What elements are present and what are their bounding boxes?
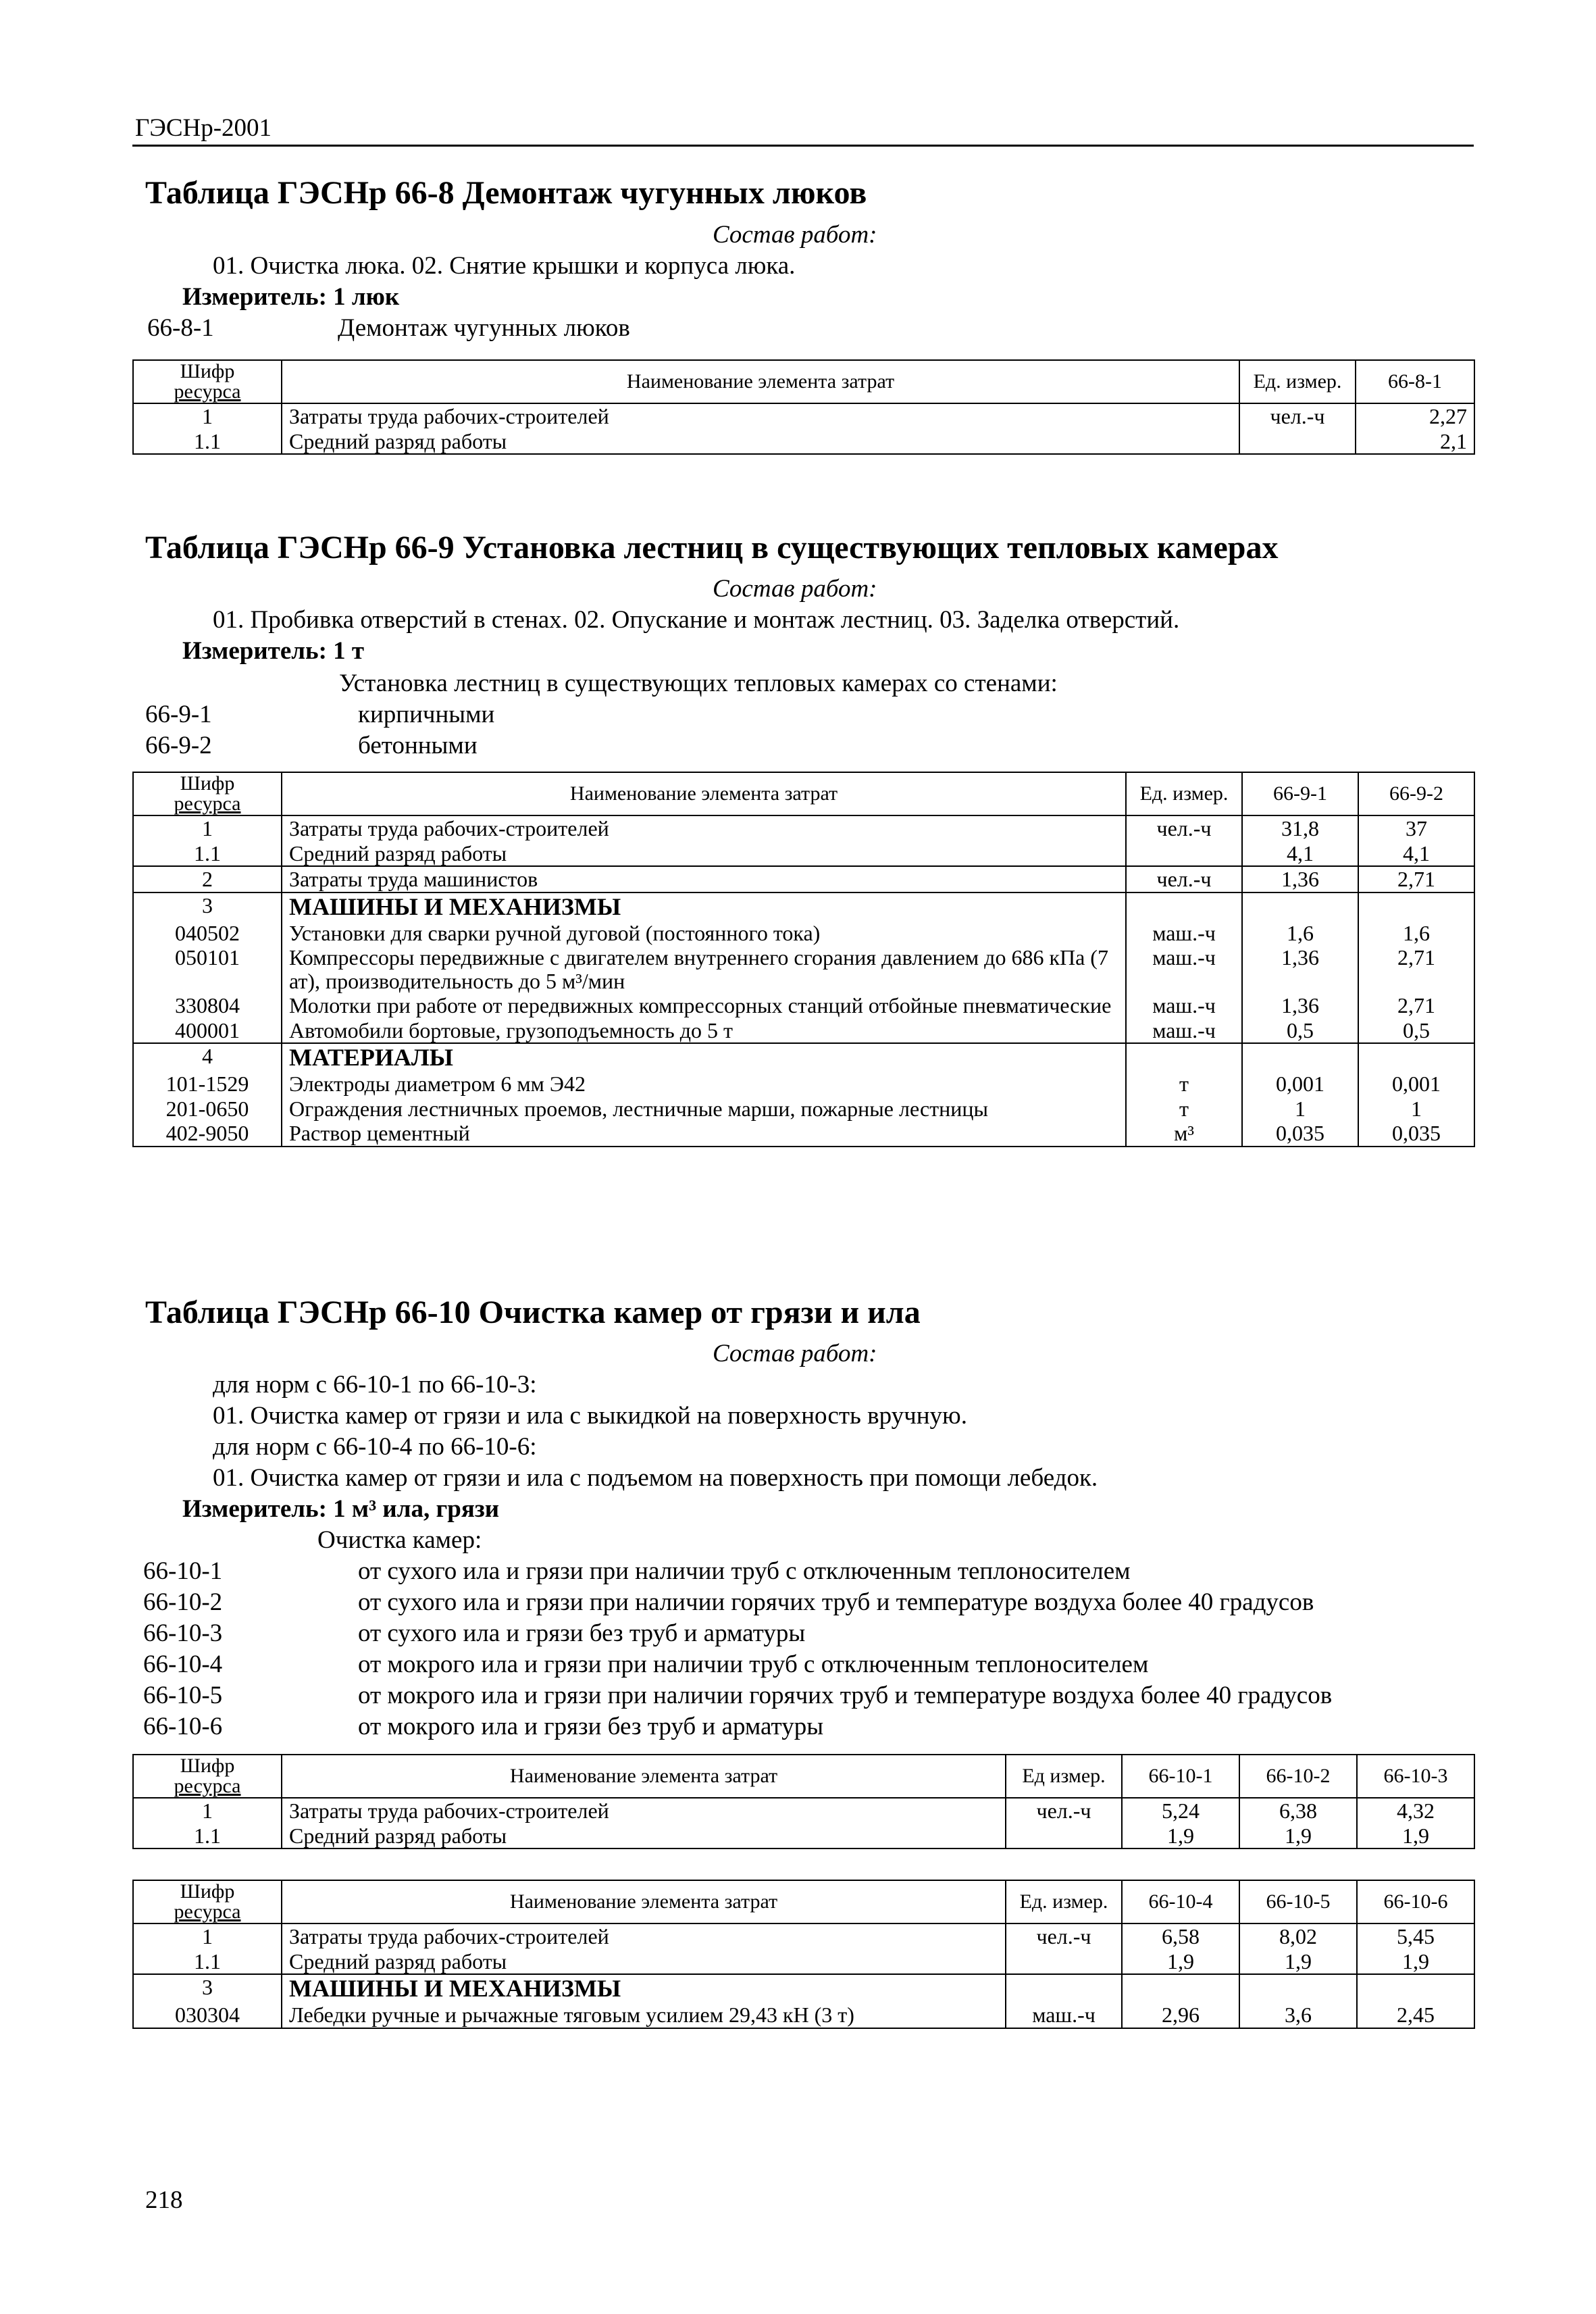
cell-name: Средний разряд работы — [282, 1949, 1006, 1975]
cell-value: 2,96 — [1122, 2003, 1239, 2028]
t9-norm-code: 66-9-2 — [145, 732, 212, 759]
cell-value: 1 — [1358, 1097, 1474, 1122]
table-row — [133, 1949, 1474, 1975]
cell-value: 2,71 — [1358, 945, 1474, 993]
table-row — [133, 921, 1474, 946]
cell-value: 4,32 — [1357, 1798, 1474, 1823]
col-header-unit: Ед. измер. — [1006, 1880, 1122, 1923]
col-header-code: Шифр ресурса — [133, 360, 282, 403]
t8-work-list: 01. Очистка люка. 02. Снятие крышки и корпуса люка. — [213, 252, 796, 280]
table-row — [133, 866, 1474, 892]
cell-value: 1 — [1242, 1097, 1358, 1122]
cell-name: Ограждения лестничных проемов, лестничные марши, пожарные лестницы — [282, 1097, 1126, 1122]
header-rule — [132, 145, 1474, 147]
cell-name: Затраты труда рабочих-строителей — [282, 1923, 1006, 1949]
table-66-8-title: Таблица ГЭСНр 66-8 Демонтаж чугунных люков — [145, 175, 867, 211]
cell-name: Раствор цементный — [282, 1121, 1126, 1147]
cell-value: 0,001 — [1358, 1072, 1474, 1097]
cell-name: Лебедки ручные и рычажные тяговым усилием 29,43 кН (3 т) — [282, 2003, 1006, 2028]
cell-name: Средний разряд работы — [282, 1823, 1006, 1849]
cell-name: Затраты труда рабочих-строителей — [282, 1798, 1006, 1823]
t9-composition-label: Состав работ: — [713, 575, 877, 603]
table-row — [133, 1097, 1474, 1122]
cell-name: Молотки при работе от передвижных компрессорных станций отбойные пневматические — [282, 993, 1126, 1018]
cell-unit: м³ — [1126, 1121, 1242, 1147]
t10-norm-code: 66-10-1 — [143, 1557, 223, 1585]
cell-value: 1,6 — [1242, 921, 1358, 946]
table-row — [133, 1072, 1474, 1097]
table-row-category — [133, 1974, 1474, 2003]
cell-unit: маш.-ч — [1126, 1018, 1242, 1044]
t10-norm-text: от сухого ила и грязи при наличии труб с отключенным теплоносителем — [358, 1557, 1131, 1585]
col-header-norm: 66-10-2 — [1239, 1755, 1357, 1798]
table-row — [133, 2003, 1474, 2028]
t8-norm-text: Демонтаж чугунных люков — [338, 314, 630, 342]
cell-name: МАТЕРИАЛЫ — [282, 1043, 1126, 1072]
cell-value: 0,5 — [1358, 1018, 1474, 1044]
t8-meter: Измеритель: 1 люк — [182, 283, 400, 311]
cell-name: Средний разряд работы — [282, 841, 1126, 867]
col-header-name: Наименование элемента затрат — [282, 1755, 1006, 1798]
table-row — [133, 841, 1474, 867]
t10-composition-label: Состав работ: — [713, 1340, 877, 1367]
cell-value: 1,36 — [1242, 993, 1358, 1018]
cell-unit — [1006, 1974, 1122, 2003]
cell-name: Затраты труда машинистов — [282, 866, 1126, 892]
t10-norm-code: 66-10-5 — [143, 1682, 223, 1709]
cell-value: 4,1 — [1358, 841, 1474, 867]
table-row-category — [133, 1043, 1474, 1072]
table-row — [133, 403, 1474, 429]
cell-value: 2,71 — [1358, 866, 1474, 892]
cell-code: 1 — [133, 1798, 282, 1823]
cell-value: 0,001 — [1242, 1072, 1358, 1097]
cell-code: 1.1 — [133, 1823, 282, 1849]
table-row — [133, 1121, 1474, 1147]
t10-norm-code: 66-10-6 — [143, 1713, 223, 1740]
col-header-unit: Ед. измер. — [1239, 360, 1356, 403]
cell-unit: чел.-ч — [1239, 403, 1356, 429]
t10-work-list-1: 01. Очистка камер от грязи и ила с выкидкой на поверхность вручную. — [213, 1402, 967, 1430]
t10-norm-text: от сухого ила и грязи без труб и арматуры — [358, 1619, 806, 1647]
cell-name: Установки для сварки ручной дуговой (постоянного тока) — [282, 921, 1126, 946]
cell-value: 2,27 — [1356, 403, 1474, 429]
cell-name: Автомобили бортовые, грузоподъемность до 5 т — [282, 1018, 1126, 1044]
cell-value: 1,9 — [1239, 1823, 1357, 1849]
cell-code: 1 — [133, 1923, 282, 1949]
cell-value: 2,71 — [1358, 993, 1474, 1018]
cell-code: 3 — [133, 1974, 282, 2003]
cell-value: 6,38 — [1239, 1798, 1357, 1823]
cell-unit: чел.-ч — [1006, 1798, 1122, 1823]
cell-value: 1,9 — [1357, 1949, 1474, 1975]
t10-work-list-2: 01. Очистка камер от грязи и ила с подъемом на поверхность при помощи лебедок. — [213, 1464, 1098, 1492]
table-row — [133, 815, 1474, 841]
t8-norm-code: 66-8-1 — [147, 314, 214, 342]
cell-code: 201-0650 — [133, 1097, 282, 1122]
cell-value: 37 — [1358, 815, 1474, 841]
table-row — [133, 1823, 1474, 1849]
cell-code: 1.1 — [133, 429, 282, 455]
cell-name: Затраты труда рабочих-строителей — [282, 403, 1239, 429]
cell-value — [1242, 1043, 1358, 1072]
cell-unit: чел.-ч — [1126, 815, 1242, 841]
cell-unit — [1126, 1043, 1242, 1072]
cell-value — [1357, 1974, 1474, 2003]
table-row — [133, 1018, 1474, 1044]
col-header-name: Наименование элемента затрат — [282, 360, 1239, 403]
t9-norms-intro: Установка лестниц в существующих тепловых камерах со стенами: — [339, 670, 1058, 697]
cell-value: 0,035 — [1358, 1121, 1474, 1147]
cell-value: 1,9 — [1122, 1949, 1239, 1975]
cell-unit: маш.-ч — [1126, 921, 1242, 946]
cell-unit: чел.-ч — [1006, 1923, 1122, 1949]
cell-value: 31,8 — [1242, 815, 1358, 841]
cell-unit — [1126, 841, 1242, 867]
cell-name: Затраты труда рабочих-строителей — [282, 815, 1126, 841]
table-row — [133, 429, 1474, 455]
cell-value — [1358, 1043, 1474, 1072]
col-header-norm: 66-10-5 — [1239, 1880, 1357, 1923]
cell-value: 6,58 — [1122, 1923, 1239, 1949]
t10-norm-text: от мокрого ила и грязи без труб и арматуры — [358, 1713, 824, 1740]
col-header-code: Шифр ресурса — [133, 772, 282, 815]
cell-value: 5,45 — [1357, 1923, 1474, 1949]
table-66-9-title: Таблица ГЭСНр 66-9 Установка лестниц в существующих тепловых камерах — [145, 530, 1279, 565]
cell-name: Электроды диаметром 6 мм Э42 — [282, 1072, 1126, 1097]
t10-norm-text: от мокрого ила и грязи при наличии труб с отключенным теплоносителем — [358, 1651, 1149, 1678]
cell-unit — [1239, 429, 1356, 455]
cell-value: 1,9 — [1239, 1949, 1357, 1975]
cell-value: 1,6 — [1358, 921, 1474, 946]
cell-code: 400001 — [133, 1018, 282, 1044]
table-row — [133, 1923, 1474, 1949]
col-header-code: Шифр ресурса — [133, 1880, 282, 1923]
col-header-name: Наименование элемента затрат — [282, 772, 1126, 815]
table-66-9 — [132, 772, 1475, 1147]
table-row — [133, 945, 1474, 993]
table-row-category — [133, 892, 1474, 921]
cell-value: 0,035 — [1242, 1121, 1358, 1147]
cell-value — [1242, 892, 1358, 921]
cell-code: 4 — [133, 1043, 282, 1072]
table-66-10-part-2 — [132, 1880, 1475, 2029]
cell-code: 040502 — [133, 921, 282, 946]
cell-value: 1,9 — [1122, 1823, 1239, 1849]
col-header-norm: 66-10-3 — [1357, 1755, 1474, 1798]
cell-unit: маш.-ч — [1126, 993, 1242, 1018]
cell-value — [1122, 1974, 1239, 2003]
cell-unit: т — [1126, 1097, 1242, 1122]
cell-code: 030304 — [133, 2003, 282, 2028]
cell-name: МАШИНЫ И МЕХАНИЗМЫ — [282, 1974, 1006, 2003]
col-header-norm: 66-10-6 — [1357, 1880, 1474, 1923]
t9-norm-code: 66-9-1 — [145, 701, 212, 728]
cell-code: 402-9050 — [133, 1121, 282, 1147]
cell-value — [1358, 892, 1474, 921]
cell-code: 1 — [133, 815, 282, 841]
col-header-norm: 66-10-1 — [1122, 1755, 1239, 1798]
cell-value: 0,5 — [1242, 1018, 1358, 1044]
cell-unit: т — [1126, 1072, 1242, 1097]
t8-composition-label: Состав работ: — [713, 221, 877, 249]
t10-for-norms-2: для норм с 66-10-4 по 66-10-6: — [213, 1433, 537, 1461]
cell-value — [1239, 1974, 1357, 2003]
table-row — [133, 1798, 1474, 1823]
cell-unit — [1126, 892, 1242, 921]
col-header-norm: 66-8-1 — [1356, 360, 1474, 403]
cell-code: 3 — [133, 892, 282, 921]
cell-unit — [1006, 1823, 1122, 1849]
cell-code: 1.1 — [133, 841, 282, 867]
t9-work-list: 01. Пробивка отверстий в стенах. 02. Опускание и монтаж лестниц. 03. Заделка отверстий. — [213, 606, 1180, 634]
page-number: 218 — [145, 2186, 183, 2214]
t10-norm-text: от мокрого ила и грязи при наличии горячих труб и температуре воздуха более 40 градусов — [358, 1682, 1333, 1709]
col-header-unit: Ед. измер. — [1126, 772, 1242, 815]
t10-norms-intro: Очистка камер: — [317, 1526, 482, 1554]
t10-norm-text: от сухого ила и грязи при наличии горячих труб и температуре воздуха более 40 градусов — [358, 1588, 1314, 1616]
cell-name: Компрессоры передвижные с двигателем внутреннего сгорания давлением до 686 кПа (7 ат), производительность до 5 м³/мин — [282, 945, 1126, 993]
cell-value: 2,45 — [1357, 2003, 1474, 2028]
cell-value: 1,36 — [1242, 866, 1358, 892]
cell-code: 330804 — [133, 993, 282, 1018]
t10-norm-code: 66-10-3 — [143, 1619, 223, 1647]
cell-unit: маш.-ч — [1126, 945, 1242, 993]
t9-norm-text: бетонными — [358, 732, 478, 759]
t10-norm-code: 66-10-2 — [143, 1588, 223, 1616]
cell-value: 2,1 — [1356, 429, 1474, 455]
t10-norm-code: 66-10-4 — [143, 1651, 223, 1678]
cell-unit — [1006, 1949, 1122, 1975]
cell-value: 4,1 — [1242, 841, 1358, 867]
col-header-norm: 66-9-1 — [1242, 772, 1358, 815]
t9-norm-text: кирпичными — [358, 701, 495, 728]
cell-code: 050101 — [133, 945, 282, 993]
cell-value: 3,6 — [1239, 2003, 1357, 2028]
t10-for-norms-1: для норм с 66-10-1 по 66-10-3: — [213, 1371, 537, 1399]
cell-code: 1 — [133, 403, 282, 429]
col-header-name: Наименование элемента затрат — [282, 1880, 1006, 1923]
t9-meter: Измеритель: 1 т — [182, 637, 365, 665]
cell-code: 101-1529 — [133, 1072, 282, 1097]
col-header-norm: 66-9-2 — [1358, 772, 1474, 815]
table-66-10-title: Таблица ГЭСНр 66-10 Очистка камер от грязи и ила — [145, 1294, 921, 1330]
col-header-norm: 66-10-4 — [1122, 1880, 1239, 1923]
cell-value: 1,9 — [1357, 1823, 1474, 1849]
col-header-code: Шифр ресурса — [133, 1755, 282, 1798]
running-title: ГЭСНр-2001 — [135, 114, 272, 142]
col-header-unit: Ед измер. — [1006, 1755, 1122, 1798]
table-row — [133, 993, 1474, 1018]
cell-unit: маш.-ч — [1006, 2003, 1122, 2028]
cell-value: 1,36 — [1242, 945, 1358, 993]
cell-code: 1.1 — [133, 1949, 282, 1975]
cell-value: 5,24 — [1122, 1798, 1239, 1823]
table-66-8 — [132, 359, 1475, 455]
cell-unit: чел.-ч — [1126, 866, 1242, 892]
cell-code: 2 — [133, 866, 282, 892]
cell-name: МАШИНЫ И МЕХАНИЗМЫ — [282, 892, 1126, 921]
table-66-10-part-1 — [132, 1754, 1475, 1849]
t10-meter: Измеритель: 1 м³ ила, грязи — [182, 1495, 500, 1523]
cell-value: 8,02 — [1239, 1923, 1357, 1949]
cell-name: Средний разряд работы — [282, 429, 1239, 455]
